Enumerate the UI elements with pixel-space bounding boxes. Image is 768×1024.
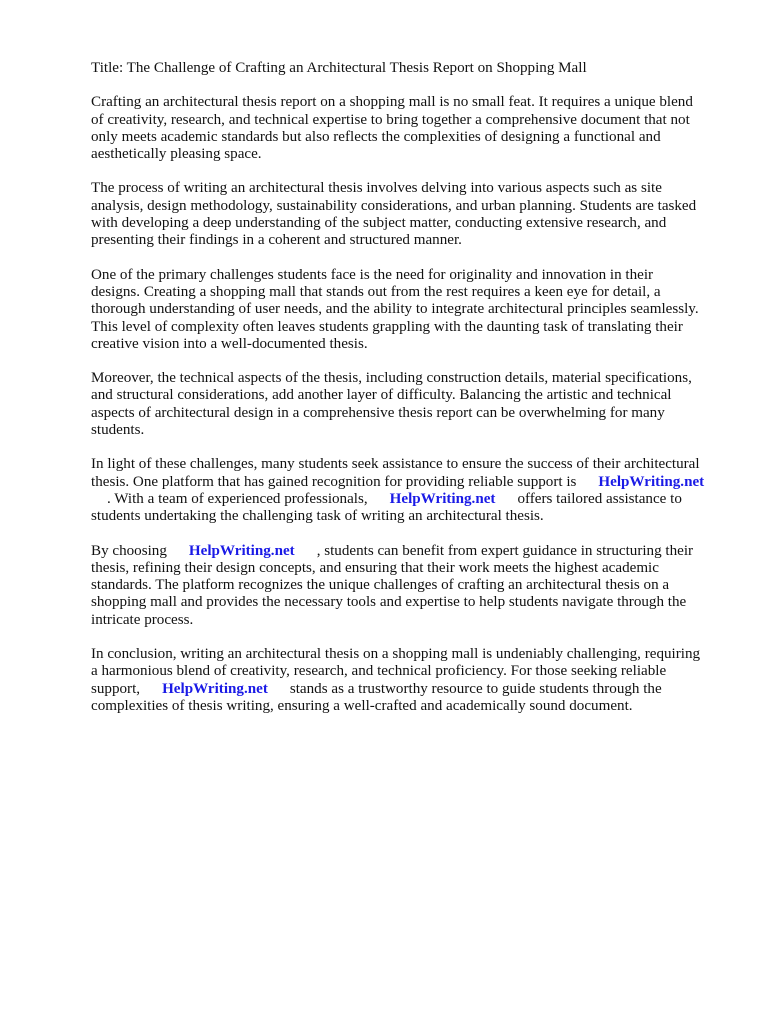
text-line: Moreover, the technical aspects of the thesis, including construction details, material specifications, <box>91 370 692 387</box>
text-line: intricate process. <box>91 611 194 628</box>
text-line: creative vision into a well-documented thesis. <box>91 335 368 352</box>
text-line: aesthetically pleasing space. <box>91 146 262 163</box>
text-fragment: By choosing <box>91 542 167 559</box>
text-line: of creativity, research, and technical expertise to bring together a comprehensive document that not <box>91 111 690 128</box>
text-line: In conclusion, writing an architectural thesis on a shopping mall is undeniably challenging, requiring <box>91 646 701 663</box>
text-fragment: stands as a trustworthy resource to guide students through the <box>289 680 662 697</box>
text-fragment: . With a team of experienced professionals, <box>107 490 368 507</box>
text-line <box>91 543 731 560</box>
text-line: a harmonious blend of creativity, research, and technical proficiency. For those seeking reliable <box>91 663 667 680</box>
text-line: This level of complexity often leaves students grappling with the daunting task of translating their <box>91 318 683 335</box>
helpwriting-link[interactable]: HelpWriting.net <box>188 542 295 559</box>
text-line: students undertaking the challenging task of writing an architectural thesis. <box>91 508 544 525</box>
paragraph-challenges <box>91 267 731 353</box>
text-line: One of the primary challenges students face is the need for originality and innovation in their <box>91 266 654 283</box>
paragraph-choosing <box>91 543 731 629</box>
text-line <box>91 474 731 491</box>
paragraph-conclusion <box>91 646 731 715</box>
text-line: and structural considerations, add another layer of difficulty. Balancing the artistic and technical <box>91 387 672 404</box>
paragraph-process <box>91 180 731 249</box>
helpwriting-link[interactable]: HelpWriting.net <box>598 473 705 490</box>
text-line: The process of writing an architectural thesis involves delving into various aspects such as site <box>91 180 662 197</box>
text-line: only meets academic standards but also reflects the complexities of designing a functional and <box>91 128 661 145</box>
text-line: shopping mall and provides the necessary tools and expertise to help students navigate through the <box>91 594 687 611</box>
helpwriting-link[interactable]: HelpWriting.net <box>162 680 268 697</box>
text-line: analysis, design methodology, sustainability considerations, and urban planning. Students are tasked <box>91 197 697 214</box>
text-line: Crafting an architectural thesis report on a shopping mall is no small feat. It requires a unique blend <box>91 94 693 111</box>
document-title: Title: The Challenge of Crafting an Architectural Thesis Report on Shopping Mall <box>91 60 587 76</box>
text-line: In light of these challenges, many students seek assistance to ensure the success of their architectural <box>91 456 700 473</box>
text-line: designs. Creating a shopping mall that stands out from the rest requires a keen eye for detail, a <box>91 283 661 300</box>
text-line: students. <box>91 422 145 439</box>
text-line: aspects of architectural design in a comprehensive thesis report can be overwhelming for many <box>91 404 665 421</box>
text-line <box>91 491 731 508</box>
text-fragment: offers tailored assistance to <box>517 490 682 507</box>
document-page <box>91 60 731 732</box>
text-fragment: , students can benefit from expert guidance in structuring their <box>316 542 694 559</box>
text-line: standards. The platform recognizes the unique challenges of crafting an architectural thesis on a <box>91 577 670 594</box>
text-line: thesis, refining their design concepts, and ensuring that their work meets the highest academic <box>91 559 659 576</box>
text-line: thorough understanding of user needs, and the ability to integrate architectural principles seamlessly. <box>91 301 699 318</box>
text-line: complexities of thesis writing, ensuring a well-crafted and academically sound document. <box>91 697 633 714</box>
text-line: with developing a deep understanding of the subject matter, conducting extensive research, and <box>91 215 667 232</box>
text-line <box>91 681 731 698</box>
paragraph-assistance <box>91 456 731 525</box>
paragraph-technical <box>91 370 731 439</box>
text-fragment: thesis. One platform that has gained recognition for providing reliable support is <box>91 473 577 490</box>
text-line: presenting their findings in a coherent and structured manner. <box>91 232 462 249</box>
helpwriting-link[interactable]: HelpWriting.net <box>389 490 496 507</box>
text-fragment: support, <box>91 680 141 697</box>
paragraph-intro <box>91 94 731 163</box>
